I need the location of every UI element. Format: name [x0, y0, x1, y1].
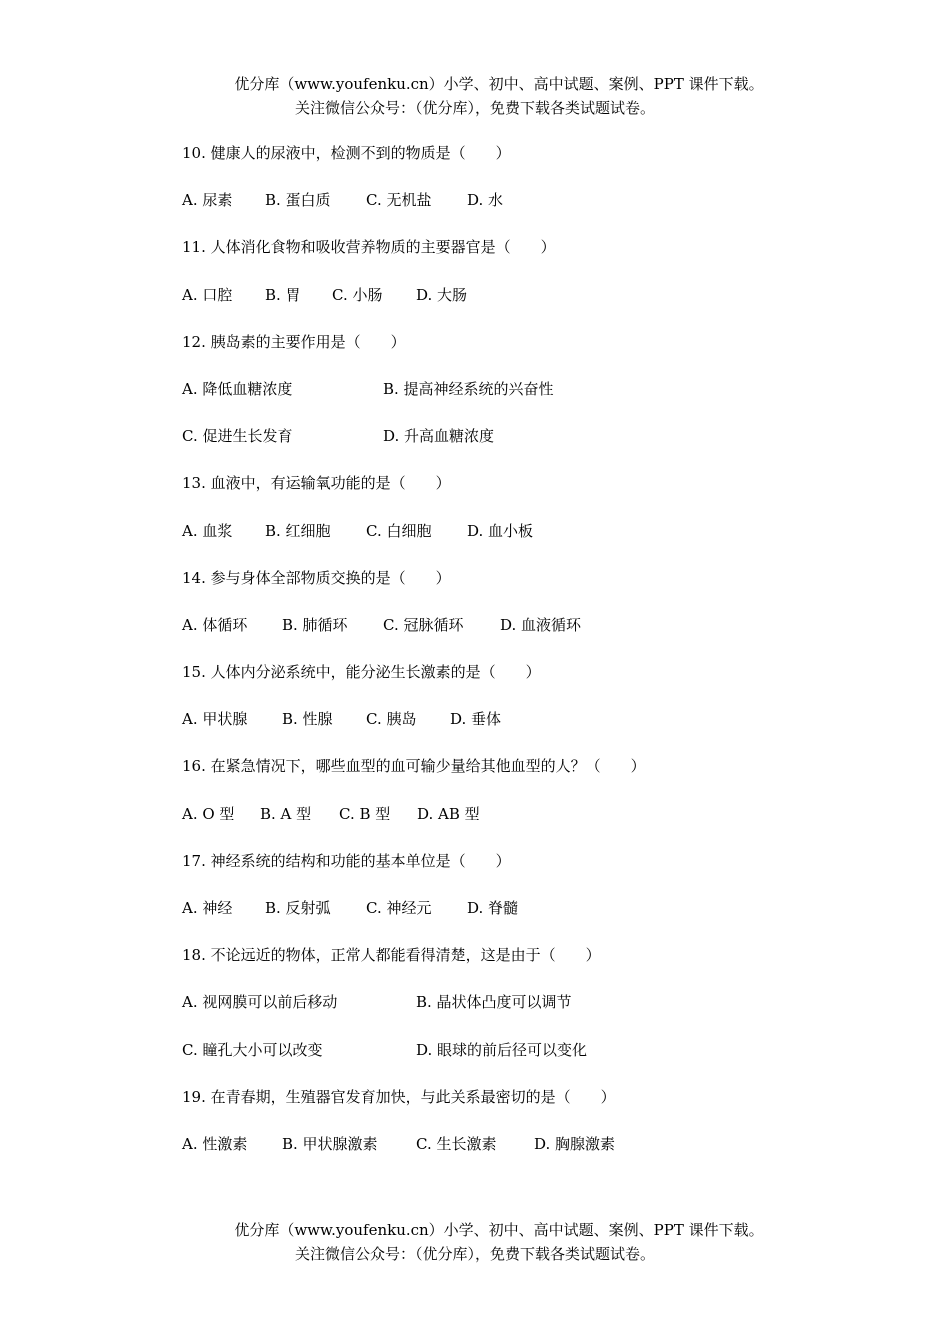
option-b: B. 性腺 — [282, 710, 333, 729]
options-row-12a — [182, 376, 882, 423]
option-c: C. 胰岛 — [366, 710, 417, 729]
question-stem-12: 12. 胰岛素的主要作用是（ ） — [182, 332, 406, 351]
options-row-19 — [182, 1131, 882, 1178]
question-stem-13: 13. 血液中，有运输氧功能的是（ ） — [182, 474, 451, 493]
options-row-15 — [182, 706, 882, 753]
option-b: B. A 型 — [260, 804, 312, 823]
options-row-16 — [182, 801, 882, 848]
question-stem-14: 14. 参与身体全部物质交换的是（ ） — [182, 568, 451, 587]
option-b: B. 反射弧 — [265, 899, 331, 917]
option-d: D. 血液循环 — [500, 615, 582, 634]
option-c: C. 无机盐 — [366, 191, 432, 210]
option-a: A. 尿素 — [182, 191, 233, 210]
option-b: B. 胃 — [265, 285, 301, 304]
option-a: A. 甲状腺 — [182, 710, 248, 729]
option-c: C. 神经元 — [366, 899, 432, 917]
options-row-14 — [182, 612, 882, 659]
option-c: C. 白细胞 — [366, 521, 432, 540]
option-c: C. B 型 — [339, 804, 391, 823]
option-c: C. 小肠 — [332, 285, 383, 304]
option-b: B. 蛋白质 — [265, 191, 331, 210]
option-a: A. 血浆 — [182, 521, 233, 540]
option-d: D. 水 — [467, 191, 504, 210]
option-a: A. 性激素 — [182, 1134, 248, 1153]
option-b: B. 提高神经系统的兴奋性 — [383, 379, 554, 398]
question-list — [182, 140, 882, 1178]
option-a: A. 降低血糖浓度 — [182, 379, 293, 398]
option-a: A. 体循环 — [182, 615, 248, 634]
option-a: A. O 型 — [182, 804, 235, 823]
option-d: D. 眼球的前后径可以变化 — [416, 1040, 588, 1059]
option-d: D. 脊髓 — [467, 899, 519, 917]
question-stem-17: 17. 神经系统的结构和功能的基本单位是（ ） — [182, 851, 511, 870]
option-d: D. 胸腺激素 — [534, 1134, 616, 1153]
options-row-13 — [182, 518, 882, 565]
question-stem-19: 19. 在青春期，生殖器官发育加快，与此关系最密切的是（ ） — [182, 1087, 616, 1106]
header-line-1: 优分库（www.youfenku.cn）小学、初中、高中试题、案例、PPT 课件下载。 — [234, 75, 764, 93]
options-row-12b — [182, 423, 882, 470]
page-footer — [0, 1218, 950, 1266]
option-c: C. 冠脉循环 — [383, 615, 464, 634]
question-stem-11: 11. 人体消化食物和吸收营养物质的主要器官是（ ） — [182, 238, 556, 257]
option-d: D. 大肠 — [416, 285, 468, 304]
option-b: B. 肺循环 — [282, 615, 348, 634]
option-b: B. 甲状腺激素 — [282, 1134, 378, 1153]
question-stem-15: 15. 人体内分泌系统中，能分泌生长激素的是（ ） — [182, 663, 541, 682]
question-stem-16: 16. 在紧急情况下，哪些血型的血可输少量给其他血型的人？（ ） — [182, 757, 646, 776]
option-c: C. 生长激素 — [416, 1134, 497, 1153]
question-stem-18: 18. 不论远近的物体，正常人都能看得清楚，这是由于（ ） — [182, 946, 601, 965]
page-header — [0, 72, 950, 120]
option-c: C. 促进生长发育 — [182, 427, 293, 446]
options-row-18a — [182, 989, 882, 1036]
options-row-10 — [182, 187, 882, 234]
option-b: B. 晶状体凸度可以调节 — [416, 993, 572, 1012]
option-a: A. 神经 — [182, 899, 233, 917]
options-row-11 — [182, 282, 882, 329]
option-d: D. 血小板 — [467, 521, 534, 540]
question-stem-10: 10. 健康人的尿液中，检测不到的物质是（ ） — [182, 144, 511, 162]
option-a: A. 视网膜可以前后移动 — [182, 993, 338, 1012]
option-d: D. 升高血糖浓度 — [383, 427, 495, 446]
footer-line-1: 优分库（www.youfenku.cn）小学、初中、高中试题、案例、PPT 课件下载。 — [234, 1221, 764, 1239]
option-d: D. 垂体 — [450, 710, 502, 729]
option-a: A. 口腔 — [182, 285, 233, 304]
options-row-17 — [182, 895, 882, 942]
option-d: D. AB 型 — [417, 804, 480, 823]
options-row-18b — [182, 1037, 882, 1084]
footer-line-2: 关注微信公众号：（优分库），免费下载各类试题试卷。 — [294, 1245, 655, 1263]
option-b: B. 红细胞 — [265, 521, 331, 540]
option-c: C. 瞳孔大小可以改变 — [182, 1040, 323, 1059]
header-line-2: 关注微信公众号：（优分库），免费下载各类试题试卷。 — [294, 99, 655, 117]
